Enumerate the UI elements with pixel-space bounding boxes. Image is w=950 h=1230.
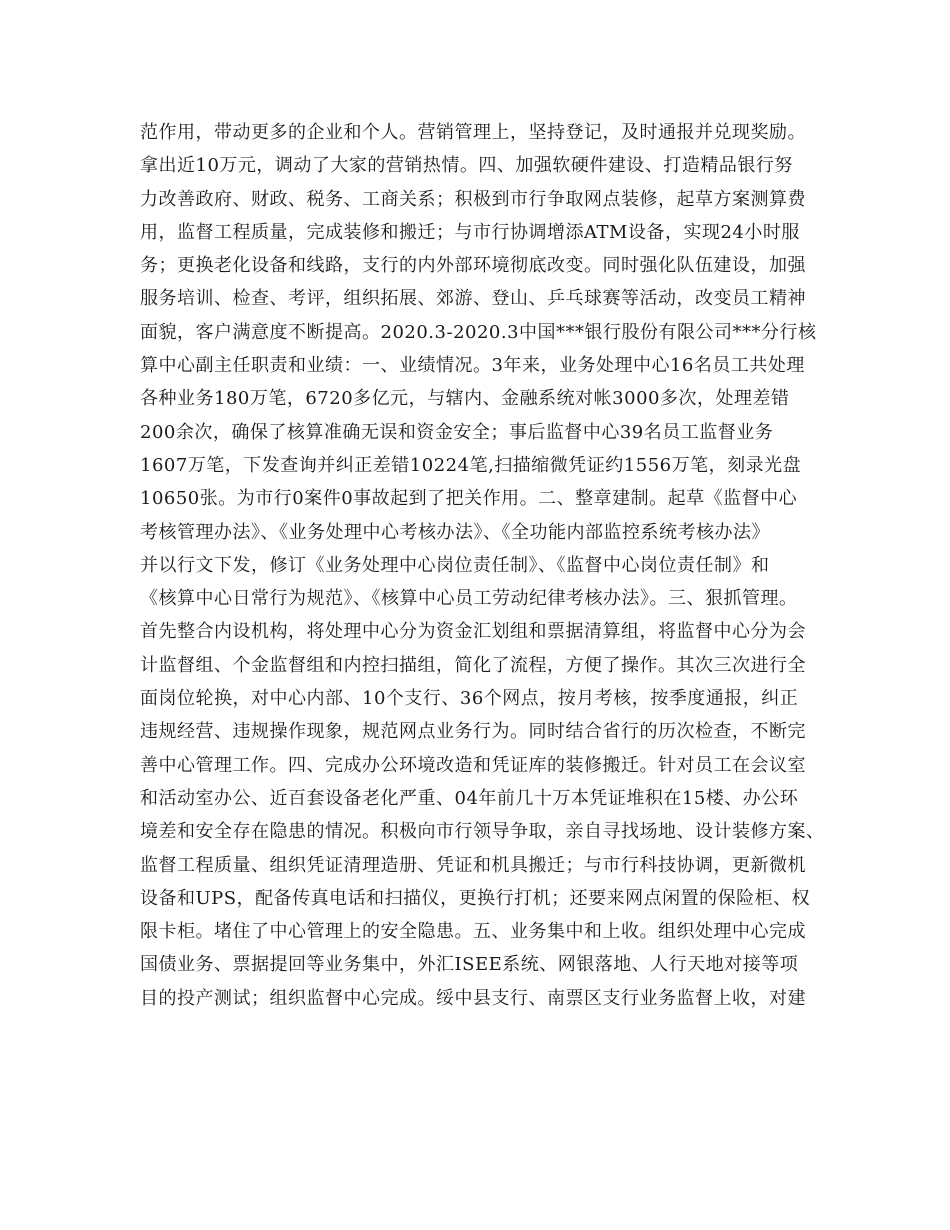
text-line: 服务培训、检查、考评，组织拓展、郊游、登山、乒乓球赛等活动，改变员工精神 [140,288,806,310]
text-line: 考核管理办法》、《业务处理中心考核办法》、《全功能内部监控系统考核办法》 [140,521,770,543]
text-line: 违规经营、违规操作现象，规范网点业务行为。同时结合省行的历次检查，不断完 [140,721,806,743]
text-line: 计监督组、个金监督组和内控扫描组，简化了流程，方便了操作。其次三次进行全 [140,654,806,676]
text-line: 首先整合内设机构，将处理中心分为资金汇划组和票据清算组，将监督中心分为会 [140,621,806,643]
text-line: 面貌，客户满意度不断提高。2020.3-2020.3中国***银行股份有限公司***分行核 [140,321,817,343]
text-line: 力改善政府、财政、税务、工商关系；积极到市行争取网点装修，起草方案测算费 [140,188,806,210]
text-line: 10650张。为市行0案件0事故起到了把关作用。二、整章建制。起草《监督中心 [140,488,798,510]
text-line: 限卡柜。堵住了中心管理上的安全隐患。五、业务集中和上收。组织处理中心完成 [140,921,806,943]
text-line: 《核算中心日常行为规范》、《核算中心员工劳动纪律考核办法》。三、狠抓管理。 [140,588,798,610]
text-line: 范作用，带动更多的企业和个人。营销管理上，坚持登记，及时通报并兑现奖励。 [140,122,806,143]
text-line: 用，监督工程质量，完成装修和搬迁；与市行协调增添ATM设备，实现24小时服 [140,221,800,243]
text-line: 和活动室办公、近百套设备老化严重、04年前几十万本凭证堆积在15楼、办公环 [140,787,799,809]
text-line: 务；更换老化设备和线路，支行的内外部环境彻底改变。同时强化队伍建设，加强 [140,255,806,277]
text-line: 1607万笔，下发查询并纠正差错10224笔,扫描缩微凭证约1556万笔，刻录光盘 [140,454,802,476]
text-line: 目的投产测试；组织监督中心完成。绥中县支行、南票区支行业务监督上收，对建 [140,987,806,1009]
text-line: 境差和安全存在隐患的情况。积极向市行领导争取，亲自寻找场地、设计装修方案、 [140,821,825,843]
text-line: 200余次，确保了核算准确无误和资金安全；事后监督中心39名员工监督业务 [140,421,774,443]
text-line: 面岗位轮换，对中心内部、10个支行、36个网点，按月考核，按季度通报，纠正 [140,688,799,710]
text-line: 设备和UPS，配备传真电话和扫描仪，更换行打机；还要来网点闲置的保险柜、权 [140,887,811,909]
text-line: 算中心副主任职责和业绩：一、业绩情况。3年来，业务处理中心16名员工共处理 [140,355,805,377]
text-line: 监督工程质量、组织凭证清理造册、凭证和机具搬迁；与市行科技协调，更新微机 [140,854,806,876]
text-line: 拿出近10万元，调动了大家的营销热情。四、加强软硬件建设、打造精品银行努 [140,155,793,177]
text-line: 国债业务、票据提回等业务集中，外汇ISEE系统、网银落地、人行天地对接等项 [140,954,799,976]
text-line: 并以行文下发，修订《业务处理中心岗位责任制》、《监督中心岗位责任制》和 [140,554,770,576]
text-line: 各种业务180万笔，6720多亿元，与辖内、金融系统对帐3000多次，处理差错 [140,388,790,410]
text-line: 善中心管理工作。四、完成办公环境改造和凭证库的装修搬迁。针对员工在会议室 [140,754,806,776]
body-text [140,116,825,1015]
